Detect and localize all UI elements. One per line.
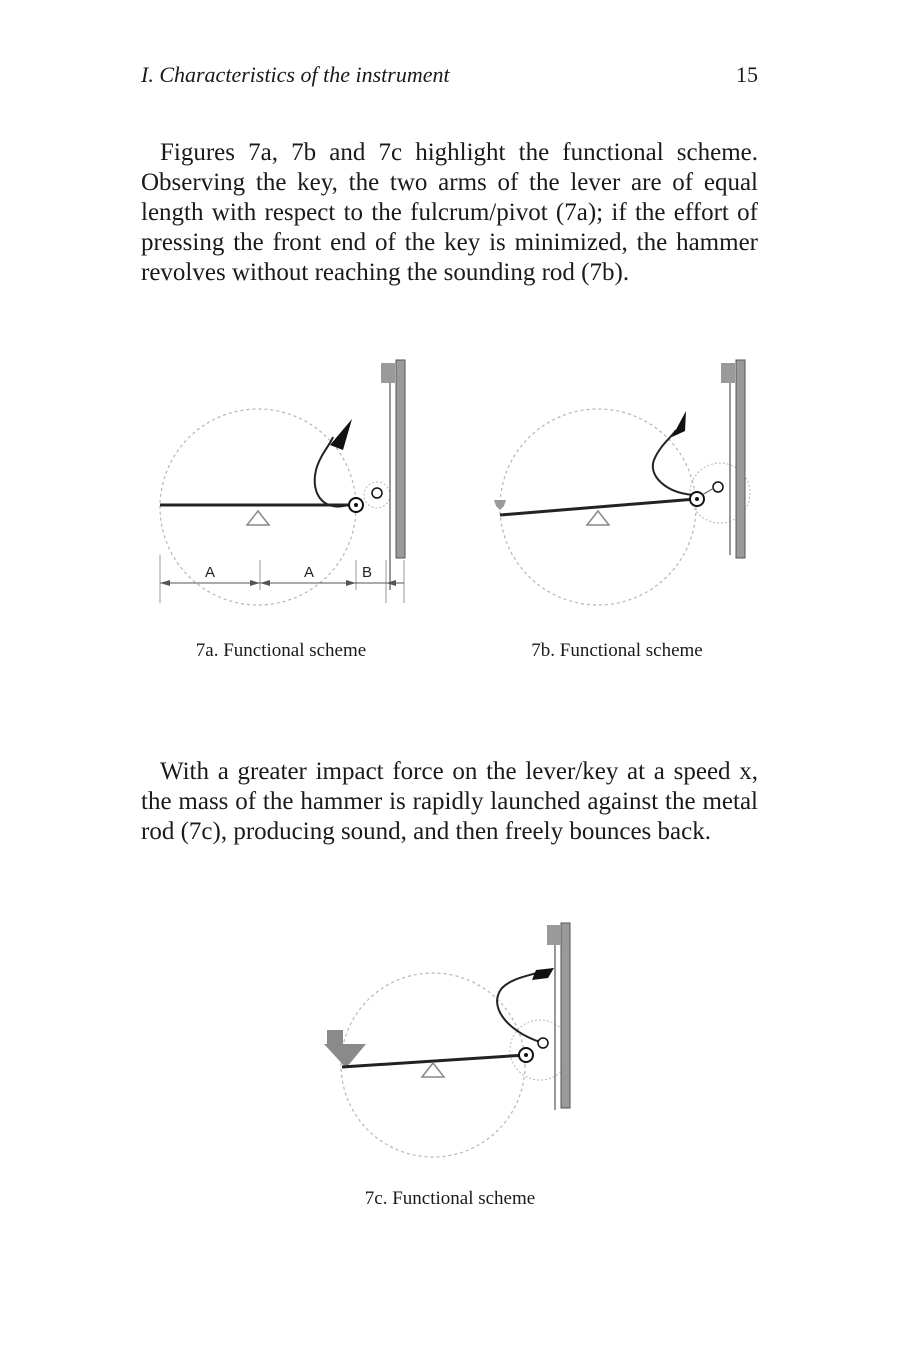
pivot-dot <box>524 1053 528 1057</box>
sounding-rod <box>561 923 570 1108</box>
dim-arrow-3 <box>260 580 270 586</box>
dim-label-a2: A <box>304 564 315 581</box>
pivot-dot <box>354 503 358 507</box>
fulcrum-triangle <box>247 511 269 525</box>
dim-label-a1: A <box>205 564 216 581</box>
jack-circle <box>372 488 382 498</box>
hammer-head <box>330 419 352 450</box>
rod-top-block <box>721 363 735 383</box>
jack-circle <box>538 1038 548 1048</box>
caption-7a: 7a. Functional scheme <box>195 640 367 661</box>
force-arrow <box>324 1030 366 1068</box>
dim-arrow-5 <box>386 580 396 586</box>
dim-arrow-2 <box>250 580 260 586</box>
jack-link <box>702 488 714 495</box>
caption-7c: 7c. Functional scheme <box>364 1188 536 1209</box>
dim-arrow-4 <box>346 580 356 586</box>
paragraph-1: Figures 7a, 7b and 7c highlight the functional scheme. Observing the key, the two arms of the lever are of equal length with respect to the fulcrum/pivot (7a); if the effort of pressing the front end of the key is minimized, the hammer revolves without reaching the sounding rod (7b). <box>141 139 758 286</box>
rod-top-block <box>381 363 395 383</box>
hammer-shank <box>497 972 540 1042</box>
running-head <box>141 62 758 96</box>
figure-7b-diagram <box>480 345 770 615</box>
fulcrum-triangle <box>587 511 609 525</box>
running-title: I. Characteristics of the instrument <box>141 62 450 87</box>
hammer-shank <box>315 437 354 507</box>
hammer-head <box>532 968 554 980</box>
paragraph-2: With a greater impact force on the lever/key at a speed x, the mass of the hammer is rapidly launched against the metal rod (7c), producing sound, and then freely bounces back. <box>141 758 758 845</box>
dim-label-b: B <box>362 564 373 581</box>
sounding-rod <box>396 360 405 558</box>
fulcrum-triangle <box>422 1063 444 1077</box>
jack-circle <box>713 482 723 492</box>
rod-top-block <box>547 925 561 945</box>
key-front-marker <box>494 500 506 510</box>
figure-7a-diagram <box>140 345 420 615</box>
sounding-rod <box>736 360 745 558</box>
page-number: 15 <box>736 62 758 87</box>
pivot-dot <box>695 497 699 501</box>
hammer-shank <box>653 430 694 495</box>
figure-7c-diagram <box>300 910 600 1170</box>
dim-arrow-1 <box>160 580 170 586</box>
hammer-swing-circle <box>160 409 356 605</box>
caption-7b: 7b. Functional scheme <box>531 640 703 661</box>
